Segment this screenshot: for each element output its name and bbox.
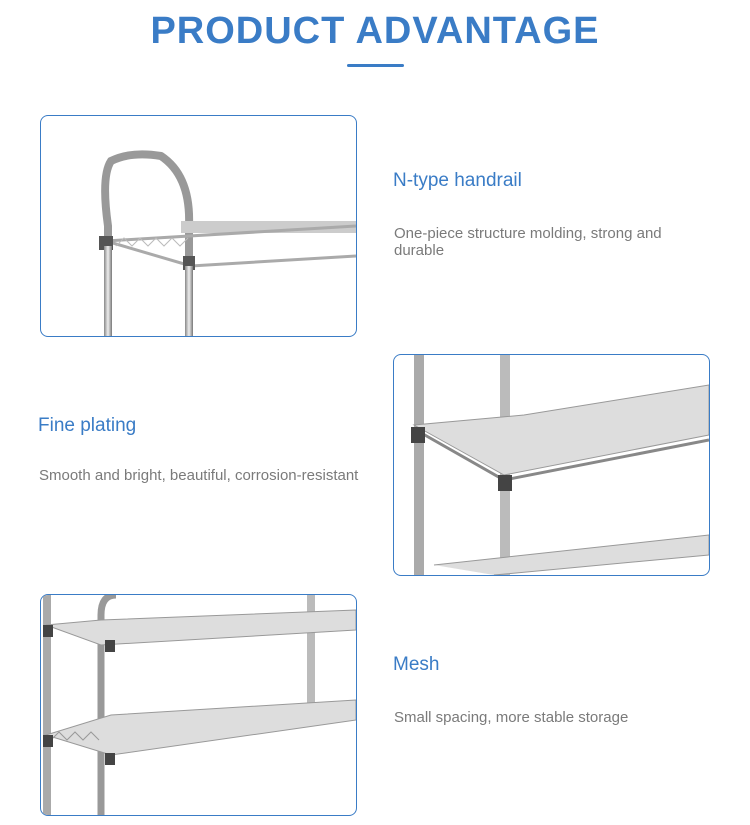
- feature-description: Small spacing, more stable storage: [394, 709, 629, 726]
- feature-title: N-type handrail: [393, 170, 522, 191]
- page-title: PRODUCT ADVANTAGE: [150, 10, 600, 52]
- feature-title: Mesh: [393, 654, 440, 675]
- title-underline: [347, 64, 404, 67]
- feature-description: One-piece structure molding, strong and durable: [394, 225, 662, 259]
- plating-image: [393, 354, 710, 576]
- handrail-image: [40, 115, 357, 337]
- feature-description: Smooth and bright, beautiful, corrosion-resistant: [39, 467, 359, 484]
- feature-title: Fine plating: [38, 415, 137, 436]
- mesh-image: [40, 594, 357, 816]
